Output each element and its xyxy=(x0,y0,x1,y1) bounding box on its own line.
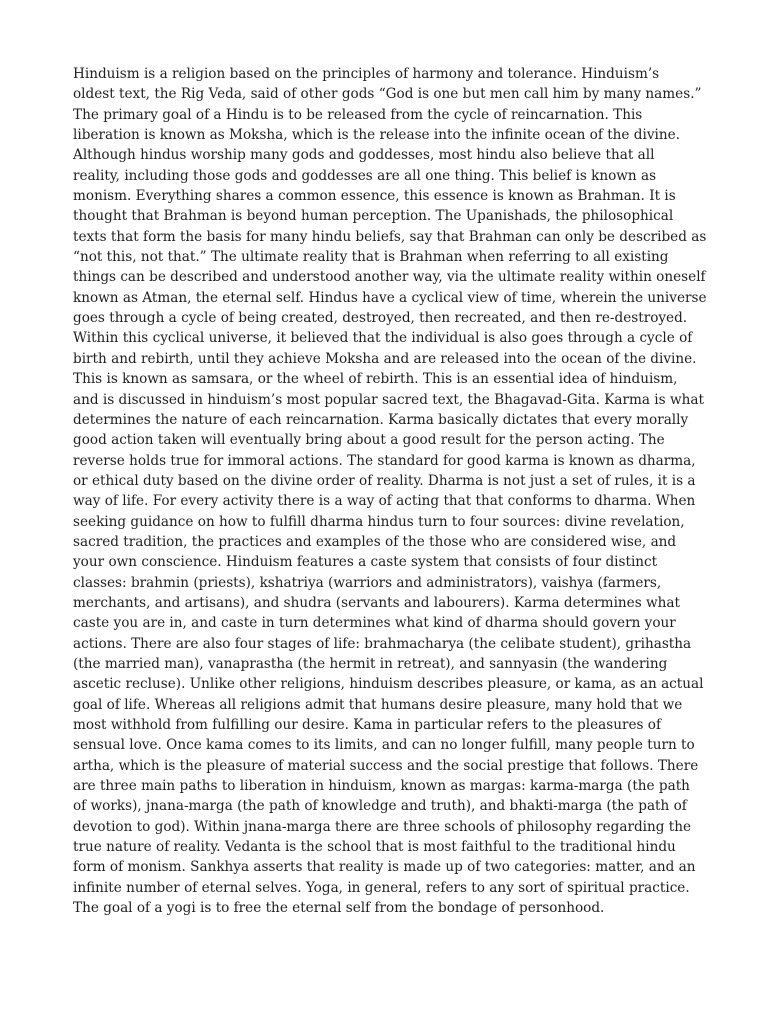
text-line: of works), jnana-marga (the path of knowledge and truth), and bhakti-marga (the path of xyxy=(73,798,687,815)
text-line: The goal of a yogi is to free the eternal self from the bondage of personhood. xyxy=(73,900,605,917)
text-line: true nature of reality. Vedanta is the school that is most faithful to the traditional hindu xyxy=(73,839,676,856)
text-line: ascetic recluse). Unlike other religions, hinduism describes pleasure, or kama, as an actual xyxy=(73,676,704,693)
text-line: sacred tradition, the practices and examples of the those who are considered wise, and xyxy=(73,533,677,550)
text-line: are three main paths to liberation in hinduism, known as margas: karma-marga (the path xyxy=(73,778,690,795)
text-line: Although hindus worship many gods and goddesses, most hindu also believe that all xyxy=(73,147,655,164)
text-line: The primary goal of a Hindu is to be released from the cycle of reincarnation. This xyxy=(73,106,643,123)
text-line: thought that Brahman is beyond human perception. The Upanishads, the philosophical xyxy=(73,208,674,225)
text-line: known as Atman, the eternal self. Hindus have a cyclical view of time, wherein the universe xyxy=(73,289,707,306)
text-line: liberation is known as Moksha, which is the release into the infinite ocean of the divine. xyxy=(73,127,680,144)
text-line: monism. Everything shares a common essence, this essence is known as Brahman. It is xyxy=(73,188,676,205)
text-line: Hinduism is a religion based on the principles of harmony and tolerance. Hinduism’s xyxy=(73,66,660,82)
text-line: goes through a cycle of being created, destroyed, then recreated, and then re-destroyed. xyxy=(73,310,688,327)
text-line: form of monism. Sankhya asserts that reality is made up of two categories: matter, and an xyxy=(73,859,696,876)
text-line: reality, including those gods and goddesses are all one thing. This belief is known as xyxy=(73,167,657,184)
text-line: actions. There are also four stages of life: brahmacharya (the celibate student), grihastha xyxy=(73,635,692,652)
text-line: seeking guidance on how to fulfill dharma hindus turn to four sources: divine revelation, xyxy=(73,513,685,530)
text-line: infinite number of eternal selves. Yoga, in general, refers to any sort of spiritual practice. xyxy=(73,879,690,896)
text-line: your own conscience. Hinduism features a caste system that consists of four distinct xyxy=(73,554,658,571)
text-line: “not this, not that.” The ultimate reality that is Brahman when referring to all existing xyxy=(73,249,669,266)
text-line: or ethical duty based on the divine order of reality. Dharma is not just a set of rules, it is a xyxy=(73,472,696,489)
text-line: way of life. For every activity there is a way of acting that that conforms to dharma. When xyxy=(73,493,696,510)
text-line: caste you are in, and caste in turn determines what kind of dharma should govern your xyxy=(73,615,676,632)
text-line: things can be described and understood another way, via the ultimate reality within oneself xyxy=(73,269,706,286)
body-paragraph xyxy=(73,64,713,918)
text-line: goal of life. Whereas all religions admit that humans desire pleasure, many hold that we xyxy=(73,696,683,713)
text-line: good action taken will eventually bring about a good result for the person acting. The xyxy=(73,432,665,449)
text-line: (the married man), vanaprastha (the hermit in retreat), and sannyasin (the wandering xyxy=(73,655,668,672)
text-line: devotion to god). Within jnana-marga there are three schools of philosophy regarding the xyxy=(73,818,692,835)
text-line: birth and rebirth, until they achieve Moksha and are released into the ocean of the divine. xyxy=(73,350,697,367)
text-line: most withhold from fulfilling our desire. Kama in particular refers to the pleasures of xyxy=(73,717,662,733)
text-line: oldest text, the Rig Veda, said of other gods “God is one but men call him by many names.” xyxy=(73,86,702,103)
text-line: reverse holds true for immoral actions. The standard for good karma is known as dharma, xyxy=(73,452,696,469)
text-line: texts that form the basis for many hindu beliefs, say that Brahman can only be described as xyxy=(73,228,707,245)
text-line: classes: brahmin (priests), kshatriya (warriors and administrators), vaishya (farmers, xyxy=(73,574,662,591)
text-line: and is discussed in hinduism’s most popular sacred text, the Bhagavad-Gita. Karma is what xyxy=(73,391,704,408)
text-line: merchants, and artisans), and shudra (servants and labourers). Karma determines what xyxy=(73,594,680,611)
text-line: sensual love. Once kama comes to its limits, and can no longer fulfill, many people turn to xyxy=(73,737,695,754)
text-line: This is known as samsara, or the wheel of rebirth. This is an essential idea of hinduism, xyxy=(73,371,678,388)
text-line: artha, which is the pleasure of material success and the social prestige that follows. There xyxy=(73,757,699,774)
text-line: determines the nature of each reincarnation. Karma basically dictates that every morally xyxy=(73,411,689,428)
text-line: Within this cyclical universe, it believed that the individual is also goes through a cycle of xyxy=(73,330,693,347)
